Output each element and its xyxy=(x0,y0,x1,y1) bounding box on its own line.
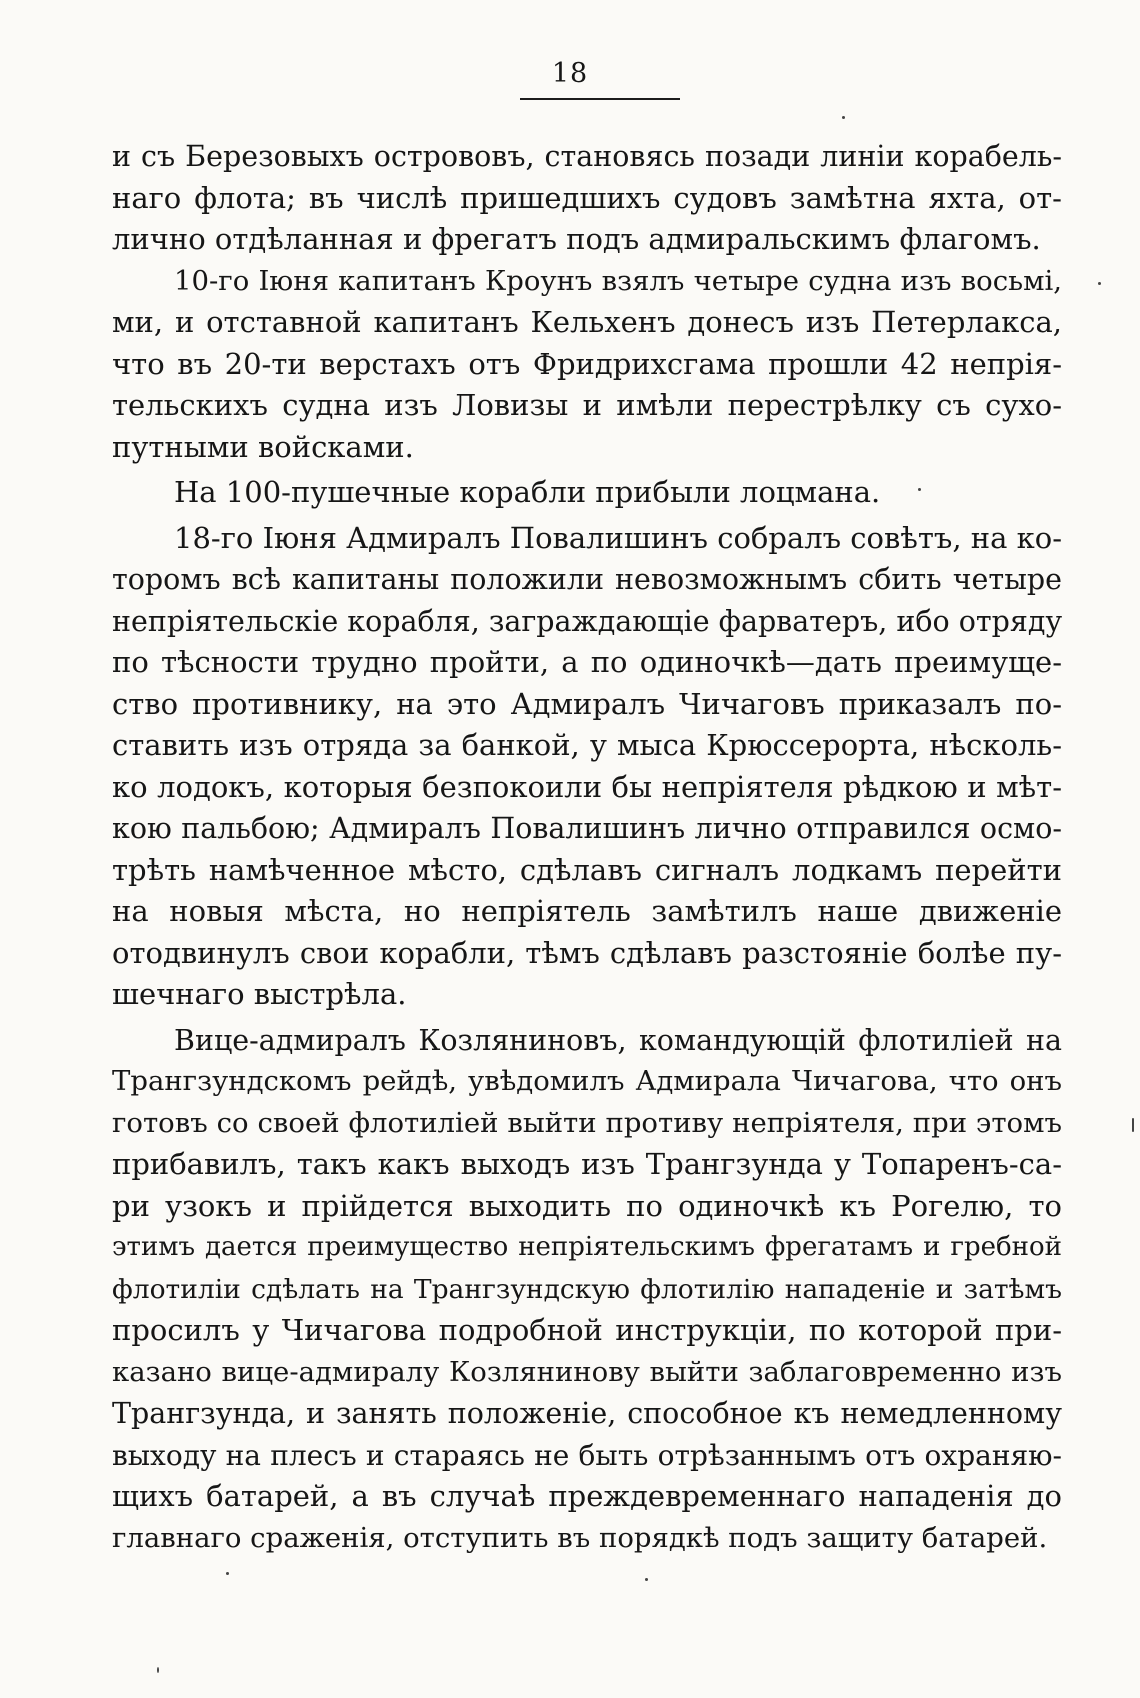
scan-speck xyxy=(157,1667,159,1673)
scan-speck xyxy=(226,1572,229,1575)
text-line: 10-го Іюня капитанъ Кроунъ взялъ четыре судна изъ восьмі, xyxy=(174,264,1062,297)
text-line: по тѣсности трудно пройти, а по одиночкѣ—дать преимуще- xyxy=(112,645,1062,679)
text-line: щихъ батарей, а въ случаѣ преждевременнаго нападенія до xyxy=(112,1479,1062,1513)
text-line: отодвинулъ свои корабли, тѣмъ сдѣлавъ разстояніе болѣе пу- xyxy=(112,935,1062,970)
page-number-rule xyxy=(520,98,680,100)
text-line: Вице-адмиралъ Козляниновъ, командующій флотиліей на xyxy=(174,1023,1062,1057)
text-line: этимъ дается преимущество непріятельскимъ фрегатамъ и гребной xyxy=(112,1232,1062,1262)
text-line: ко лодокъ, которыя безпокоили бы непріятеля рѣдкою и мѣт- xyxy=(112,769,1062,804)
scan-speck xyxy=(1132,1118,1134,1132)
text-line: и съ Березовыхъ острововъ, становясь позади линіи корабель- xyxy=(112,140,1062,173)
scan-speck xyxy=(1098,282,1101,285)
text-line: казано вице-адмиралу Козлянинову выйти заблаговременно изъ xyxy=(112,1355,1062,1388)
text-line: Трангзундскомъ рейдѣ, увѣдомилъ Адмирала Чичагова, что онъ xyxy=(112,1065,1062,1097)
text-line: флотиліи сдѣлать на Трангзундскую флотилію нападеніе и затѣмъ xyxy=(112,1273,1062,1305)
text-line: путными войсками. xyxy=(112,429,414,464)
text-line: наго флота; въ числѣ пришедшихъ судовъ замѣтна яхта, от- xyxy=(112,180,1062,215)
text-line: трѣть намѣченное мѣсто, сдѣлавъ сигналъ лодкамъ перейти xyxy=(112,852,1062,887)
text-line: тельскихъ судна изъ Ловизы и имѣли перестрѣлку съ сухо- xyxy=(112,388,1062,422)
text-line: главнаго сраженія, отступить въ порядкѣ подъ защиту батарей. xyxy=(112,1521,1048,1554)
text-line: Трангзунда, и занять положеніе, способное къ немедленному xyxy=(112,1397,1062,1430)
text-line: ставить изъ отряда за банкой, у мыса Крюссерорта, нѣсколь- xyxy=(112,728,1062,762)
text-line: выходу на плесъ и стараясь не быть отрѣзаннымъ отъ охраняю- xyxy=(112,1438,1062,1472)
scan-speck xyxy=(842,116,845,119)
text-line: 18-го Іюня Адмиралъ Повалишинъ собралъ совѣтъ, на ко- xyxy=(174,520,1062,555)
text-line: готовъ со своей флотиліей выйти противу непріятеля, при этомъ xyxy=(112,1106,1062,1139)
text-line: ство противнику, на это Адмиралъ Чичаговъ приказалъ по- xyxy=(112,686,1062,721)
text-line: прибавилъ, такъ какъ выходъ изъ Трангзунда у Топаренъ-са- xyxy=(112,1147,1062,1181)
text-line: кою пальбою; Адмиралъ Повалишинъ лично отправился осмо- xyxy=(112,812,1062,845)
text-line: непріятельскіе корабля, заграждающіе фарватеръ, ибо отряду xyxy=(112,604,1062,638)
body-text xyxy=(112,136,1062,1559)
text-line: шечнаго выстрѣла. xyxy=(112,977,407,1011)
text-line: просилъ у Чичагова подробной инструкціи, по которой при- xyxy=(112,1313,1062,1347)
text-line: ри узокъ и прійдется выходить по одиночкѣ къ Рогелю, то xyxy=(112,1188,1062,1223)
scan-speck xyxy=(918,488,921,491)
text-line: что въ 20-ти верстахъ отъ Фридрихсгама прошли 42 непрія- xyxy=(112,346,1062,381)
text-line: На 100-пушечные корабли прибыли лоцмана. xyxy=(174,475,881,509)
text-line: торомъ всѣ капитаны положили невозможнымъ сбить четыре xyxy=(112,563,1062,596)
scan-speck xyxy=(645,1578,648,1581)
text-line: на новыя мѣста, но непріятель замѣтилъ наше движеніе xyxy=(112,894,1062,928)
page-number: 18 xyxy=(551,58,589,89)
text-line: ми, и отставной капитанъ Кельхенъ донесъ изъ Петерлакса, xyxy=(112,305,1062,339)
text-line: лично отдѣланная и фрегатъ подъ адмиральскимъ флагомъ. xyxy=(112,222,1041,256)
